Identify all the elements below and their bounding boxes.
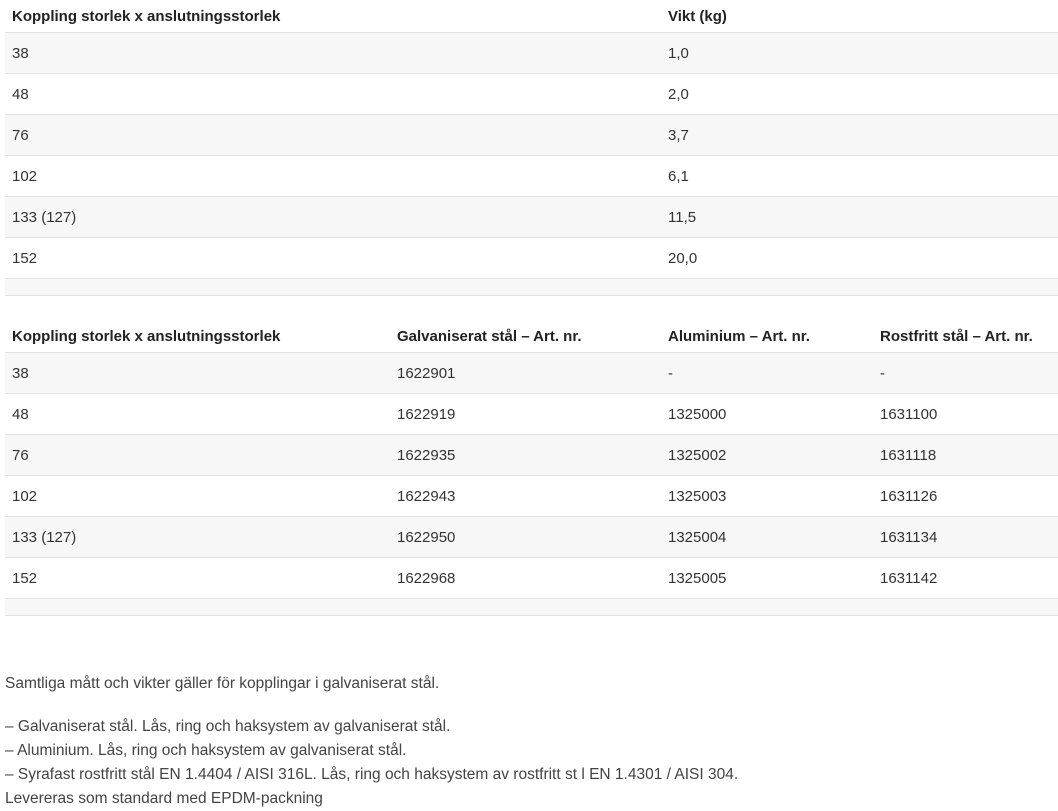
cell-aluminium: 1325004 (668, 528, 727, 546)
header-aluminium: Aluminium – Art. nr. (668, 327, 810, 345)
cell-size: 76 (12, 446, 29, 464)
cell-stainless: 1631142 (880, 569, 938, 587)
cell-size: 133 (127) (12, 528, 77, 546)
article-table-header (5, 320, 1058, 353)
cell-stainless: 1631100 (880, 405, 938, 423)
table-row (5, 435, 1058, 476)
table-row (5, 394, 1058, 435)
cell-size: 38 (12, 364, 29, 382)
table-row (5, 353, 1058, 394)
table-row (5, 238, 1058, 279)
cell-galvanized: 1622919 (397, 405, 456, 423)
cell-size: 102 (12, 167, 38, 185)
cell-size: 133 (127) (12, 208, 77, 226)
cell-size: 48 (12, 405, 29, 423)
cell-size: 48 (12, 85, 29, 103)
cell-aluminium: - (668, 364, 673, 382)
cell-size: 102 (12, 487, 38, 505)
notes-gap (5, 696, 1055, 715)
cell-weight: 2,0 (668, 85, 689, 103)
table-row (5, 74, 1058, 115)
cell-size: 76 (12, 126, 29, 144)
table-row (5, 558, 1058, 599)
cell-aluminium: 1325003 (668, 487, 727, 505)
cell-galvanized: 1622901 (397, 364, 456, 382)
notes-line: – Aluminium. Lås, ring och haksystem av galvaniserat stål. (5, 742, 407, 759)
notes-line: – Syrafast rostfritt stål EN 1.4404 / AISI 316L. Lås, ring och haksystem av rostfritt st l EN 1.4301 / AISI 304. (5, 766, 739, 783)
table-footer-strip (5, 279, 1058, 296)
notes-intro: Samtliga mått och vikter gäller för kopplingar i galvaniserat stål. (5, 675, 440, 692)
cell-size: 38 (12, 44, 29, 62)
cell-stainless: 1631134 (880, 528, 938, 546)
cell-stainless: 1631118 (880, 446, 937, 464)
cell-stainless: 1631126 (880, 487, 938, 505)
cell-galvanized: 1622968 (397, 569, 456, 587)
cell-aluminium: 1325005 (668, 569, 727, 587)
table-row (5, 197, 1058, 238)
header-stainless: Rostfritt stål – Art. nr. (880, 327, 1033, 345)
cell-stainless: - (880, 364, 885, 382)
table-row (5, 476, 1058, 517)
table-footer-strip (5, 599, 1058, 616)
notes-section (5, 672, 1055, 811)
header-size: Koppling storlek x anslutningsstorlek (12, 327, 281, 345)
cell-aluminium: 1325000 (668, 405, 727, 423)
cell-weight: 3,7 (668, 126, 689, 144)
table-row (5, 517, 1058, 558)
weight-table (5, 0, 1058, 296)
cell-weight: 6,1 (668, 167, 689, 185)
table-row (5, 115, 1058, 156)
table-row (5, 156, 1058, 197)
notes-line: – Galvaniserat stål. Lås, ring och haksystem av galvaniserat stål. (5, 718, 451, 735)
header-weight: Vikt (kg) (668, 7, 727, 25)
cell-weight: 1,0 (668, 44, 689, 62)
cell-galvanized: 1622950 (397, 528, 456, 546)
article-table (5, 320, 1058, 616)
cell-size: 152 (12, 569, 38, 587)
cell-aluminium: 1325002 (668, 446, 727, 464)
notes-line: Levereras som standard med EPDM-packning (5, 790, 323, 807)
cell-weight: 11,5 (668, 208, 697, 226)
cell-size: 152 (12, 249, 38, 267)
cell-galvanized: 1622935 (397, 446, 456, 464)
weight-table-header (5, 0, 1058, 33)
cell-galvanized: 1622943 (397, 487, 456, 505)
header-galvanized: Galvaniserat stål – Art. nr. (397, 327, 582, 345)
table-row (5, 33, 1058, 74)
cell-weight: 20,0 (668, 249, 698, 267)
header-size: Koppling storlek x anslutningsstorlek (12, 7, 281, 25)
